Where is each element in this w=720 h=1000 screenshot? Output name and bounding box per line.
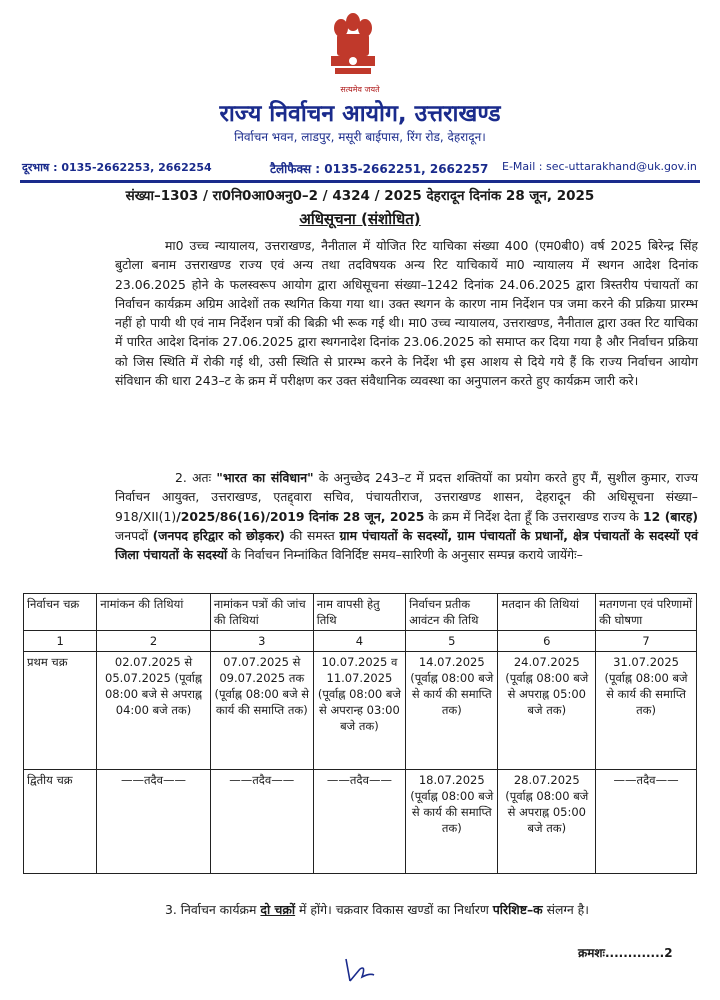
table-cell: 6 [498, 631, 596, 652]
table-cell: 18.07.2025 (पूर्वाह्न 08:00 बजे से कार्य की समाप्ति तक) [406, 770, 498, 874]
motto: सत्यमेव जयते [340, 85, 380, 94]
paragraph-2: 2. अतः "भारत का संविधान" के अनुच्छेद 243–ट में प्रदत्त शक्तियों का प्रयोग करते हुए मैं, सुशील कुमार, राज्य निर्वाचन आयुक्त, उत्तराखण्ड, एतद्द्वारा सचिव, पंचायतीराज, उत्तराखण्ड शासन, देहरादून की अधिसूचना संख्या–918/XII(1)/2025/86(16)/2019 दिनांक 28 जून, 2025 के क्रम में निर्देश देता हूँ कि उत्तराखण्ड राज्य के 12 (बारह) जनपदों (जनपद हरिद्वार को छोड़कर) की समस्त ग्राम पंचायतों के सदस्यों, ग्राम पंचायतों के प्रधानों, क्षेत्र पंचायतों के सदस्यों एवं जिला पंचायतों के सदस्यों के निर्वाचन निम्नांकित विनिर्दिष्ट समय–सारिणी के अनुसार सम्पन्न कराये जायेंगेः– [115, 470, 699, 563]
table-row [24, 770, 697, 874]
table-header-cell: मतगणना एवं परिणामों की घोषणा [596, 594, 697, 631]
reference-number: संख्या–1303 / रा0नि0आ0अनु0–2 / 4324 / 2025 देहरादून दिनांक 28 जून, 2025 [125, 188, 595, 204]
table-header-cell: निर्वाचन चक्र [24, 594, 97, 631]
table-cell: ——तदैव—— [97, 770, 211, 874]
table-header-cell: मतदान की तिथियां [498, 594, 596, 631]
table-header-cell: नामांकन पत्रों की जांच की तिथियां [210, 594, 313, 631]
table-header-row [24, 594, 697, 631]
header-divider [20, 180, 700, 183]
organization-address: निर्वाचन भवन, लाडपुर, मसूरी बाईपास, रिंग रोड, देहरादून। [234, 130, 486, 144]
table-cell: 3 [210, 631, 313, 652]
paragraph-3: 3. निर्वाचन कार्यक्रम दो चक्रों में होंगे। चक्रवार विकास खण्डों का निर्धारण परिशिष्ट–क संलग्न है। [165, 902, 589, 917]
table-number-row [24, 631, 697, 652]
notification-title: अधिसूचना (संशोधित) [299, 210, 421, 228]
table-cell: 5 [406, 631, 498, 652]
state-emblem-icon [325, 8, 381, 88]
table-cell: 10.07.2025 व 11.07.2025 (पूर्वाह्न 08:00 बजे से अपरान्ह 03:00 बजे तक) [313, 652, 405, 770]
table-cell: 31.07.2025 (पूर्वाह्न 08:00 बजे से कार्य की समाप्ति तक) [596, 652, 697, 770]
table-cell: 24.07.2025 (पूर्वाह्न 08:00 बजे से अपराह्न 05:00 बजे तक) [498, 652, 596, 770]
table-cell: प्रथम चक्र [24, 652, 97, 770]
table-cell: 7 [596, 631, 697, 652]
table-cell: ——तदैव—— [596, 770, 697, 874]
table-cell: द्वितीय चक्र [24, 770, 97, 874]
table-cell: ——तदैव—— [313, 770, 405, 874]
table-cell: 02.07.2025 से 05.07.2025 (पूर्वाह्न 08:00 बजे से अपराह्न 04:00 बजे तक) [97, 652, 211, 770]
table-header-cell: नाम वापसी हेतु तिथि [313, 594, 405, 631]
signature-mark-icon [340, 955, 380, 985]
table-cell: 07.07.2025 से 09.07.2025 तक (पूर्वाह्न 08:00 बजे से कार्य की समाप्ति तक) [210, 652, 313, 770]
table-header-cell: नामांकन की तिथियां [97, 594, 211, 631]
table-cell: ——तदैव—— [210, 770, 313, 874]
table-row [24, 652, 697, 770]
schedule-table [23, 593, 697, 874]
table-cell: 1 [24, 631, 97, 652]
table-cell: 4 [313, 631, 405, 652]
paragraph-1: मा0 उच्च न्यायालय, उत्तराखण्ड, नैनीताल में योजित रिट याचिका संख्या 400 (एम0बी0) वर्ष 2025 बिरेन्द्र सिंह बुटोला बनाम उत्तराखण्ड राज्य एवं अन्य तथा तदविषयक अन्य रिट याचिकायें मा0 न्यायालय में स्थगन आदेश दिनांक 23.06.2025 होने के फलस्वरूप आयोग द्वारा अधिसूचना संख्या–1242 दिनांक 24.06.2025 द्वारा त्रिस्तरीय पंचायतों का निर्वाचन कार्यक्रम अग्रिम आदेशों तक स्थगित किया गया था। उक्त स्थगन के कारण नाम निर्देशन पत्र जमा करने की प्रक्रिया प्रारम्भ नहीं हो पायी थी एवं नाम निर्देशन पत्रों की बिक्री भी रूक गई थी। मा0 उच्च न्यायालय, उत्तराखण्ड, नैनीताल द्वारा उक्त रिट याचिका में पारित आदेश दिनांक 27.06.2025 द्वारा स्थगनादेश दिनांक 23.06.2025 को समाप्त कर दिया गया है और निर्वाचन प्रक्रिया को जिस स्थिति में रोकी गई थी, उसी स्थिति से प्रारम्भ करने के निर्देश भी इस आशय से दिये गये हैं कि राज्य निर्वाचन आयोग संविधान की धारा 243–ट के क्रम में परीक्षण कर उक्त संवैधानिक व्यवस्था का अनुपालन करते हुए कार्यक्रम जारी करे। [115, 238, 698, 389]
phone-numbers: दूरभाष : 0135-2662253, 2662254 [22, 161, 212, 174]
table-header-cell: निर्वाचन प्रतीक आवंटन की तिथि [406, 594, 498, 631]
continued-marker: क्रमशः.............2 [578, 946, 673, 960]
fax-numbers: टैलीफैक्स : 0135-2662251, 2662257 [270, 162, 489, 176]
table-cell: 14.07.2025 (पूर्वाह्न 08:00 बजे से कार्य की समाप्ति तक) [406, 652, 498, 770]
organization-title: राज्य निर्वाचन आयोग, उत्तराखण्ड [219, 101, 501, 127]
table-cell: 2 [97, 631, 211, 652]
email-address: E-Mail : sec-uttarakhand@uk.gov.in [502, 160, 697, 173]
table-cell: 28.07.2025 (पूर्वाह्न 08:00 बजे से अपराह्न 05:00 बजे तक) [498, 770, 596, 874]
